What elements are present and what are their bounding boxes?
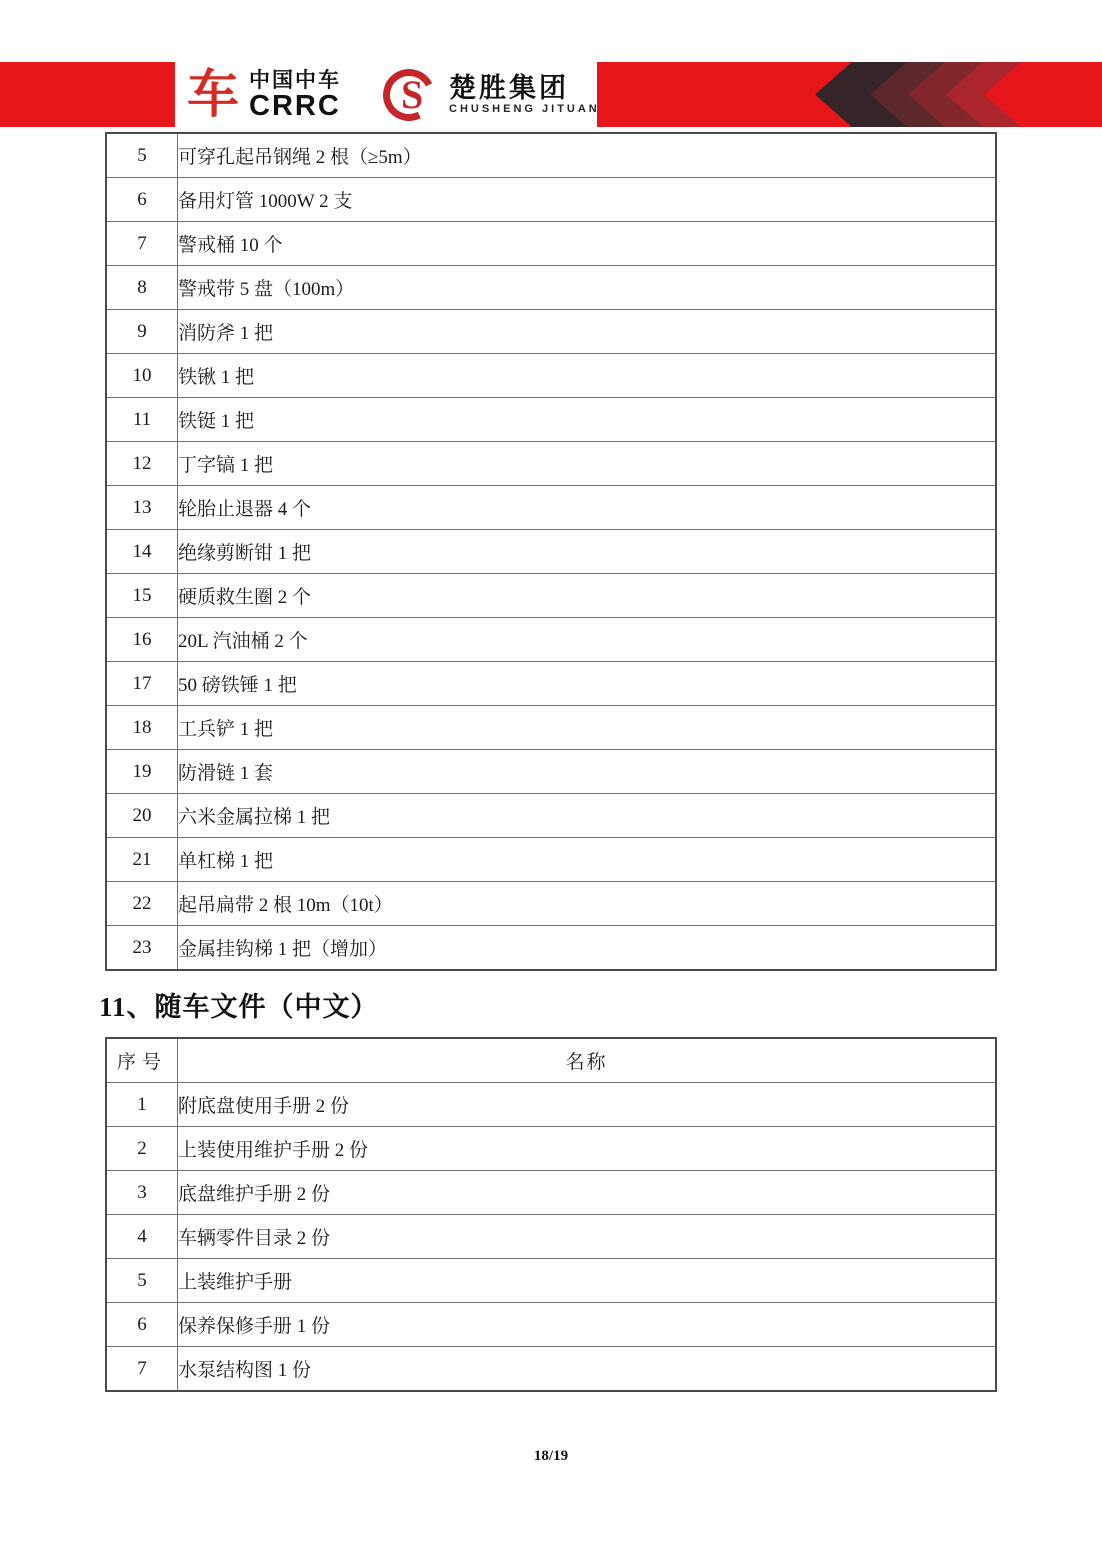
crrc-logo [187, 67, 341, 123]
row-name-cell: 附底盘使用手册 2 份 [178, 1083, 997, 1127]
logo-panel [175, 62, 600, 127]
row-name-cell: 备用灯管 1000W 2 支 [178, 178, 997, 222]
chusheng-logo [383, 67, 600, 123]
table-row [106, 178, 996, 222]
row-name-cell: 上装维护手册 [178, 1259, 997, 1303]
table-row [106, 310, 996, 354]
table-row [106, 1259, 996, 1303]
row-name-cell: 硬质救生圈 2 个 [178, 574, 997, 618]
row-name-cell: 保养保修手册 1 份 [178, 1303, 997, 1347]
table-row [106, 882, 996, 926]
chusheng-s-icon: S [401, 71, 424, 117]
table-row [106, 222, 996, 266]
chusheng-emblem-icon [383, 67, 441, 123]
row-number-cell: 4 [106, 1215, 178, 1259]
row-name-cell: 六米金属拉梯 1 把 [178, 794, 997, 838]
equipment-table-body [106, 133, 996, 970]
table-row [106, 133, 996, 178]
table-row [106, 266, 996, 310]
row-number-cell: 20 [106, 794, 178, 838]
row-name-cell: 起吊扁带 2 根 10m（10t） [178, 882, 997, 926]
equipment-table [105, 132, 997, 971]
chusheng-cn-label: 楚胜集团 [449, 72, 570, 103]
row-number-cell: 7 [106, 1347, 178, 1392]
row-number-cell: 11 [106, 398, 178, 442]
header-row [106, 1038, 996, 1083]
header-name-cell: 名称 [178, 1038, 997, 1083]
row-name-cell: 工兵铲 1 把 [178, 706, 997, 750]
table-row [106, 838, 996, 882]
row-number-cell: 5 [106, 133, 178, 178]
table-row [106, 1215, 996, 1259]
row-number-cell: 6 [106, 1303, 178, 1347]
row-number-cell: 3 [106, 1171, 178, 1215]
table-row [106, 1171, 996, 1215]
row-number-cell: 6 [106, 178, 178, 222]
row-number-cell: 9 [106, 310, 178, 354]
documents-table [105, 1037, 997, 1392]
table-row [106, 354, 996, 398]
chusheng-en-label: CHUSHENG JITUAN [449, 102, 600, 115]
page-content [99, 132, 997, 1465]
row-number-cell: 13 [106, 486, 178, 530]
row-name-cell: 20L 汽油桶 2 个 [178, 618, 997, 662]
table-row [106, 486, 996, 530]
row-name-cell: 警戒带 5 盘（100m） [178, 266, 997, 310]
row-number-cell: 18 [106, 706, 178, 750]
table-row [106, 1083, 996, 1127]
row-number-cell: 7 [106, 222, 178, 266]
row-name-cell: 警戒桶 10 个 [178, 222, 997, 266]
row-name-cell: 防滑链 1 套 [178, 750, 997, 794]
table-row [106, 1347, 996, 1392]
table-row [106, 574, 996, 618]
row-number-cell: 2 [106, 1127, 178, 1171]
chevron-left-decoration [815, 62, 1045, 127]
row-name-cell: 金属挂钩梯 1 把（增加） [178, 926, 997, 971]
row-number-cell: 23 [106, 926, 178, 971]
table-row [106, 662, 996, 706]
row-number-cell: 17 [106, 662, 178, 706]
table-row [106, 926, 996, 971]
row-name-cell: 可穿孔起吊钢绳 2 根（≥5m） [178, 133, 997, 178]
table-row [106, 530, 996, 574]
row-number-cell: 15 [106, 574, 178, 618]
header-no-cell: 序号 [106, 1038, 178, 1083]
table-row [106, 750, 996, 794]
row-number-cell: 10 [106, 354, 178, 398]
section-heading: 11、随车文件（中文） [99, 992, 379, 1022]
row-name-cell: 水泵结构图 1 份 [178, 1347, 997, 1392]
crrc-logo-text [249, 69, 341, 121]
table-row [106, 1303, 996, 1347]
row-name-cell: 单杠梯 1 把 [178, 838, 997, 882]
row-number-cell: 8 [106, 266, 178, 310]
row-name-cell: 铁铤 1 把 [178, 398, 997, 442]
documents-table-header [106, 1038, 996, 1083]
letterhead-banner [0, 62, 1102, 127]
crrc-cn-label: 中国中车 [249, 68, 342, 92]
table-row [106, 442, 996, 486]
row-number-cell: 19 [106, 750, 178, 794]
crrc-emblem-icon: 车 [187, 65, 240, 124]
page-number: 18/19 [533, 1448, 569, 1464]
row-name-cell: 底盘维护手册 2 份 [178, 1171, 997, 1215]
table-row [106, 794, 996, 838]
row-name-cell: 50 磅铁锤 1 把 [178, 662, 997, 706]
row-name-cell: 轮胎止退器 4 个 [178, 486, 997, 530]
row-number-cell: 16 [106, 618, 178, 662]
row-number-cell: 12 [106, 442, 178, 486]
table-row [106, 706, 996, 750]
row-number-cell: 14 [106, 530, 178, 574]
row-name-cell: 铁锹 1 把 [178, 354, 997, 398]
table-row [106, 1127, 996, 1171]
row-number-cell: 5 [106, 1259, 178, 1303]
documents-table-body [106, 1083, 996, 1392]
row-number-cell: 1 [106, 1083, 178, 1127]
table-row [106, 398, 996, 442]
row-name-cell: 上装使用维护手册 2 份 [178, 1127, 997, 1171]
row-number-cell: 22 [106, 882, 178, 926]
row-name-cell: 消防斧 1 把 [178, 310, 997, 354]
row-number-cell: 21 [106, 838, 178, 882]
table-row [106, 618, 996, 662]
chusheng-logo-text [449, 74, 600, 116]
row-name-cell: 丁字镐 1 把 [178, 442, 997, 486]
row-name-cell: 绝缘剪断钳 1 把 [178, 530, 997, 574]
crrc-en-label: CRRC [249, 89, 341, 122]
row-name-cell: 车辆零件目录 2 份 [178, 1215, 997, 1259]
